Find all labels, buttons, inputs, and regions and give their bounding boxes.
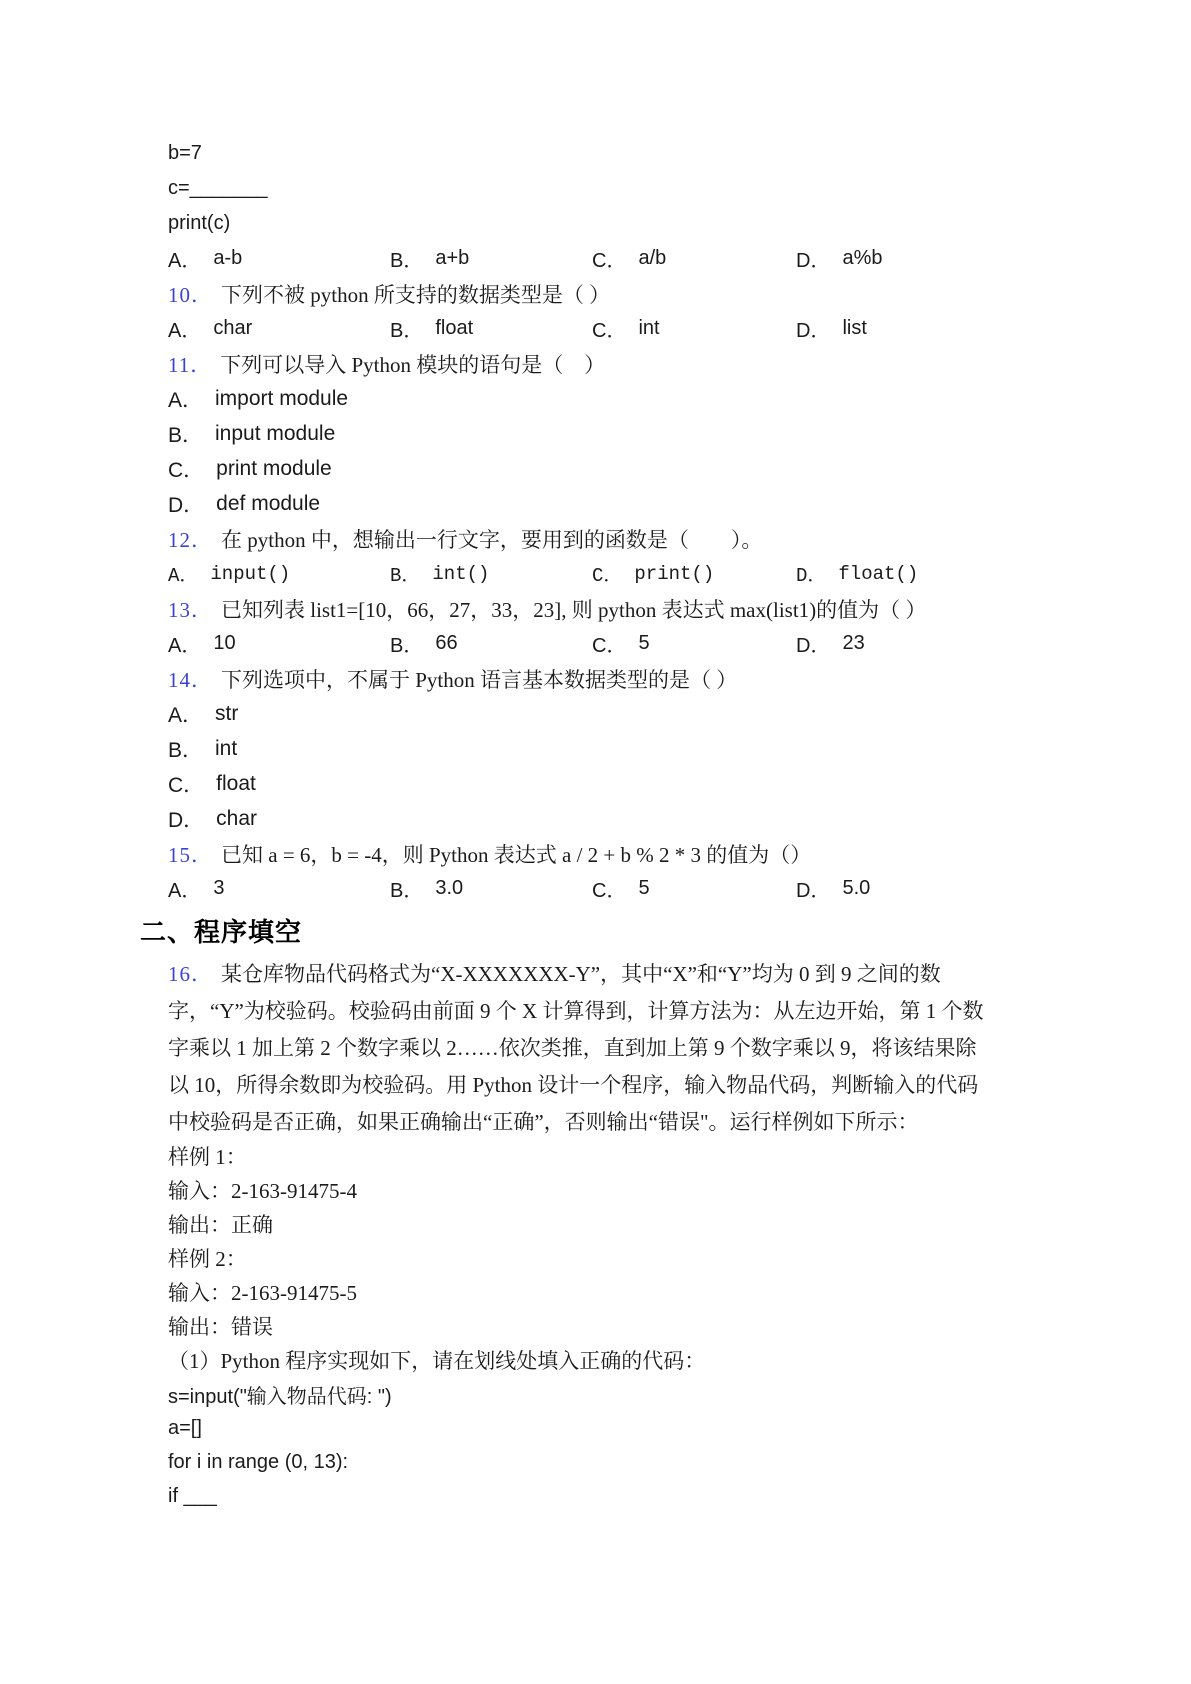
question-12-number: 12．: [168, 527, 213, 552]
option-text: float: [435, 317, 474, 339]
question-14-option-d: [168, 801, 1038, 836]
question-9-option-d: [796, 241, 882, 276]
question-9-tail: [168, 136, 1038, 276]
question-10: [168, 276, 1038, 346]
option-letter: D．: [796, 250, 831, 272]
question-14-number: 14．: [168, 667, 213, 692]
question-13-number: 13．: [168, 597, 213, 622]
question-16-subtask-1: （1）Python 程序实现如下，请在划线处填入正确的代码：: [168, 1349, 706, 1373]
question-11-stem: [168, 346, 1038, 381]
question-14-stem-text: 下列选项中，不属于 Python 语言基本数据类型的是（ ）: [221, 667, 738, 692]
option-letter: D．: [796, 565, 827, 587]
section-2-heading: 二、程序填空: [140, 916, 303, 947]
option-text: a-b: [213, 247, 243, 269]
question-14-stem: [168, 661, 1038, 696]
code-line-blank: c=_______: [168, 177, 268, 199]
option-letter: B．: [168, 423, 204, 447]
question-10-stem-text: 下列不被 python 所支持的数据类型是（ ）: [221, 282, 611, 307]
option-text: input(): [210, 562, 291, 585]
option-text: 23: [842, 632, 865, 654]
question-11-option-a: [168, 381, 1038, 416]
option-letter: A．: [168, 880, 202, 902]
question-13-stem: [168, 591, 1038, 626]
option-letter: B．: [390, 320, 424, 342]
sample-1-label: 样例 1：: [168, 1145, 247, 1169]
option-text: int(): [432, 562, 490, 585]
code-line-input: s=input("输入物品代码: "): [168, 1385, 392, 1408]
question-15-option-c: [592, 871, 650, 906]
option-letter: D．: [796, 880, 831, 902]
option-text: char: [213, 317, 253, 339]
question-9-option-a: [168, 241, 242, 276]
question-14: [168, 661, 1038, 836]
code-line: print(c): [168, 212, 231, 234]
question-15-stem: [168, 836, 1038, 871]
option-text: float: [216, 771, 256, 795]
question-10-option-c: [592, 311, 660, 346]
option-text: 66: [435, 632, 458, 654]
option-text: 5: [638, 632, 650, 654]
question-16-para-line-4: 以 10，所得余数即为校验码。用 Python 设计一个程序，输入物品代码，判断输入的代码: [168, 1072, 979, 1097]
document-content: [140, 136, 1038, 1513]
option-letter: A．: [168, 250, 202, 272]
option-text: print module: [216, 456, 332, 480]
question-12-option-b: [390, 556, 489, 591]
question-13-option-a: [168, 626, 236, 661]
sample-2-input: 输入：2-163-91475-5: [168, 1281, 357, 1305]
question-12-option-c: [592, 556, 714, 591]
option-letter: C．: [592, 250, 627, 272]
question-9-option-c: [592, 241, 666, 276]
option-text: 3: [213, 877, 225, 899]
question-9-option-b: [390, 241, 469, 276]
question-10-option-a: [168, 311, 252, 346]
option-text: str: [215, 701, 239, 725]
option-letter: A．: [168, 320, 202, 342]
question-15-number: 15．: [168, 842, 213, 867]
option-text: input module: [215, 421, 336, 445]
question-16-para-text: 某仓库物品代码格式为“X-XXXXXXX-Y”，其中“X”和“Y”均为 0 到 9 之间的数: [221, 961, 941, 986]
question-16-para-line-1: [168, 954, 1038, 991]
question-15-option-b: [390, 871, 463, 906]
question-13-option-d: [796, 626, 865, 661]
option-text: int: [215, 736, 238, 760]
question-11-option-d: [168, 486, 1038, 521]
option-text: list: [842, 317, 867, 339]
option-letter: B．: [390, 880, 424, 902]
sample-2-output: 输出：错误: [168, 1315, 273, 1339]
sample-1-output: 输出：正确: [168, 1213, 273, 1237]
question-13-option-c: [592, 626, 650, 661]
question-12-option-a: [168, 556, 290, 591]
option-text: print(): [634, 562, 715, 585]
option-letter: C．: [592, 880, 627, 902]
option-letter: B．: [168, 738, 204, 762]
option-letter: D．: [168, 808, 205, 832]
question-16-para-line-5: 中校验码是否正确，如果正确输出“正确”，否则输出“错误"。运行样例如下所示：: [168, 1109, 919, 1134]
option-letter: B．: [390, 250, 424, 272]
option-text: 5.0: [842, 877, 871, 899]
code-line-for-loop: for i in range (0, 13):: [168, 1450, 349, 1473]
sample-2-label: 样例 2：: [168, 1247, 247, 1271]
code-line-list-init: a=[]: [168, 1416, 202, 1439]
option-text: int: [638, 317, 660, 339]
question-13-options-row: [168, 626, 1038, 661]
option-text: def module: [216, 491, 321, 515]
option-letter: A．: [168, 388, 204, 412]
question-10-number: 10．: [168, 282, 213, 307]
question-11-stem-text: 下列可以导入 Python 模块的语句是（ ）: [220, 352, 606, 377]
option-letter: A．: [168, 565, 199, 587]
option-letter: D．: [796, 320, 831, 342]
option-text: a/b: [638, 247, 667, 269]
option-letter: C．: [592, 565, 623, 587]
question-10-options-row: [168, 311, 1038, 346]
option-text: 5: [638, 877, 650, 899]
option-letter: D．: [168, 493, 205, 517]
option-text: 3.0: [435, 877, 464, 899]
question-15: [168, 836, 1038, 906]
question-16: [168, 954, 1038, 1513]
question-12-options-row: [168, 556, 1038, 591]
question-13-option-b: [390, 626, 458, 661]
question-13-stem-text: 已知列表 list1=[10，66，27，33，23], 则 python 表达式 max(list1)的值为（ ）: [221, 597, 927, 622]
question-15-option-d: [796, 871, 870, 906]
option-text: a%b: [842, 247, 883, 269]
option-letter: C．: [168, 773, 205, 797]
option-letter: C．: [592, 320, 627, 342]
question-15-stem-text: 已知 a = 6，b = -4，则 Python 表达式 a / 2 + b % 2 * 3 的值为（）: [221, 842, 812, 867]
code-line: b=7: [168, 142, 202, 164]
question-12-option-d: [796, 556, 918, 591]
option-text: float(): [838, 562, 919, 585]
question-12-stem: [168, 521, 1038, 556]
question-14-option-c: [168, 766, 1038, 801]
question-14-option-b: [168, 731, 1038, 766]
option-text: import module: [215, 386, 349, 410]
option-letter: D．: [796, 635, 831, 657]
question-9-options-row: [168, 241, 1038, 276]
option-letter: B．: [390, 565, 421, 587]
question-15-option-a: [168, 871, 224, 906]
code-line-if-blank: if ___: [168, 1484, 217, 1507]
question-11: [168, 346, 1038, 521]
option-letter: C．: [168, 458, 205, 482]
question-10-option-b: [390, 311, 473, 346]
option-text: 10: [213, 632, 236, 654]
question-12: [168, 521, 1038, 591]
question-13: [168, 591, 1038, 661]
option-letter: A．: [168, 703, 204, 727]
question-12-stem-text: 在 python 中，想输出一行文字，要用到的函数是（ ）。: [221, 527, 763, 552]
option-letter: C．: [592, 635, 627, 657]
question-14-option-a: [168, 696, 1038, 731]
option-text: a+b: [435, 247, 470, 269]
question-10-stem: [168, 276, 1038, 311]
question-11-option-c: [168, 451, 1038, 486]
question-10-option-d: [796, 311, 867, 346]
question-11-option-b: [168, 416, 1038, 451]
option-letter: B．: [390, 635, 424, 657]
question-11-number: 11．: [168, 352, 213, 377]
question-15-options-row: [168, 871, 1038, 906]
option-text: char: [216, 806, 258, 830]
question-16-para-line-3: 字乘以 1 加上第 2 个数字乘以 2……依次类推，直到加上第 9 个数字乘以 9，将该结果除: [168, 1035, 977, 1060]
option-letter: A．: [168, 635, 202, 657]
sample-1-input: 输入：2-163-91475-4: [168, 1179, 357, 1203]
question-16-number: 16．: [168, 961, 213, 986]
question-16-para-line-2: 字，“Y”为校验码。校验码由前面 9 个 X 计算得到，计算方法为：从左边开始，第 1 个数: [168, 998, 984, 1023]
